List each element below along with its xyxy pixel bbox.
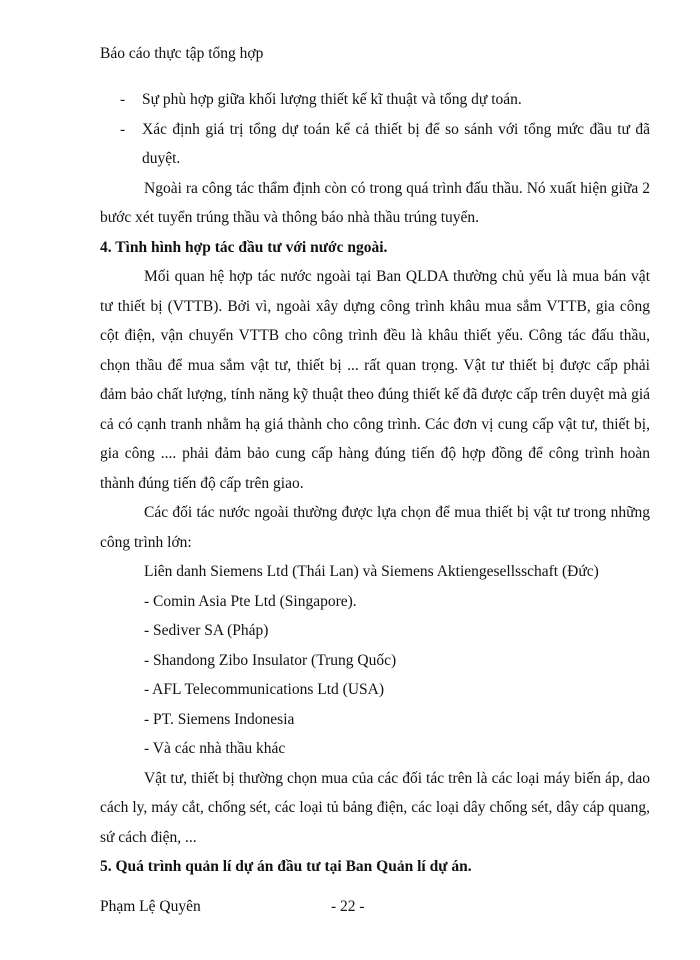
- paragraph-bidding: Ngoài ra công tác thẩm định còn có trong quá trình đấu thầu. Nó xuất hiện giữa 2 bước xét tuyển trúng thầu và thông báo nhà thầu trúng tuyển.: [100, 179, 650, 226]
- partner-item: - Sediver SA (Pháp): [144, 622, 269, 639]
- page-body: [100, 85, 650, 882]
- bullet-marker: -: [120, 120, 126, 138]
- partner-item: - Shandong Zibo Insulator (Trung Quốc): [144, 651, 397, 669]
- partner-item: - AFL Telecommunications Ltd (USA): [144, 681, 384, 698]
- bullet-item: [100, 85, 650, 115]
- partner-item: - Comin Asia Pte Ltd (Singapore).: [144, 592, 357, 610]
- page-number: - 22 -: [331, 898, 365, 915]
- section-heading-4: 4. Tình hình hợp tác đầu tư với nước ngoài.: [100, 238, 388, 256]
- partner-item: - PT. Siemens Indonesia: [144, 710, 295, 728]
- paragraph-cooperation: Mối quan hệ hợp tác nước ngoài tại Ban QLDA thường chủ yếu là mua bán vật tư thiết bị (VTTB). Bởi vì, ngoài xây dựng công trình khâu mua sắm VTTB, gia công cột điện, vận chuyển VTTB cho công trình đều là khâu thiết yếu. Công tác đấu thầu, chọn thầu để mua sắm vật tư, thiết bị ... rất quan trọng. Vật tư thiết bị được cấp phải đảm bảo chất lượng, tính năng kỹ thuật theo đúng thiết kế đã được cấp trên duyệt mà giá cả có cạnh tranh nhằm hạ giá thành cho công trình. Các đơn vị cung cấp vật tư, thiết bị, gia công .... phải đảm bảo cung cấp hàng đúng tiến độ hợp đồng để công trình hoàn thành đúng tiến độ cấp trên giao.: [100, 268, 650, 492]
- bullet-text: Sự phù hợp giữa khối lượng thiết kế kĩ thuật và tổng dự toán.: [142, 91, 522, 108]
- bullet-item: [100, 115, 650, 174]
- page-header: Báo cáo thực tập tổng hợp: [100, 45, 264, 62]
- footer-author: Phạm Lệ Quyên: [100, 898, 201, 915]
- paragraph-partners: Các đối tác nước ngoài thường được lựa chọn để mua thiết bị vật tư trong những công trình lớn:: [100, 504, 650, 551]
- section-heading-5: 5. Quá trình quản lí dự án đầu tư tại Ban Quản lí dự án.: [100, 858, 472, 875]
- paragraph-equipment: Vật tư, thiết bị thường chọn mua của các đối tác trên là các loại máy biến áp, dao cách ly, máy cắt, chống sét, các loại tủ bảng điện, các loại dây chống sét, dây cáp quang, sứ cách điện, ...: [100, 769, 650, 846]
- partner-item: - Và các nhà thầu khác: [144, 740, 286, 757]
- bullet-marker: -: [120, 91, 126, 108]
- partner-item: Liên danh Siemens Ltd (Thái Lan) và Siemens Aktiengesellsschaft (Đức): [144, 563, 599, 580]
- bullet-text: Xác định giá trị tổng dự toán kể cả thiết bị để so sánh với tổng mức đầu tư đã duyệt.: [142, 120, 650, 167]
